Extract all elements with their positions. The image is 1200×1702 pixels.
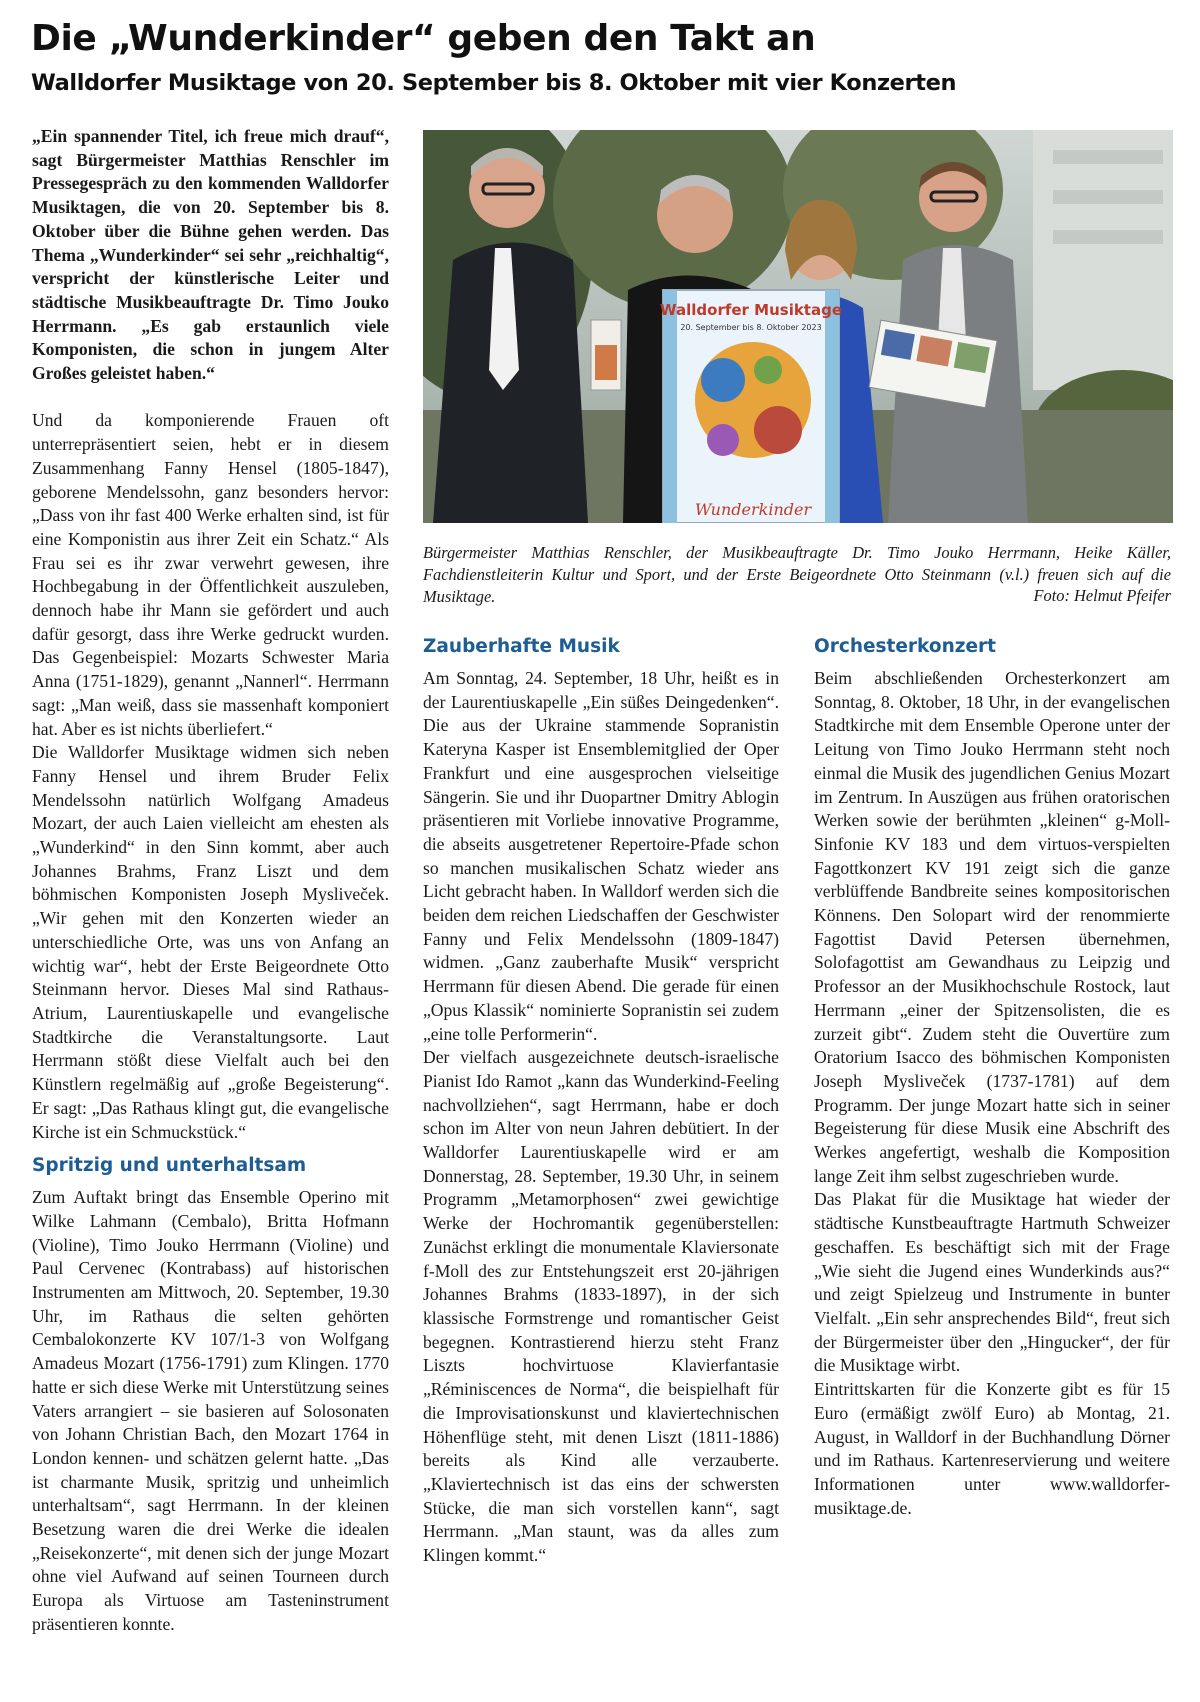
lead-paragraph: „Ein spannender Titel, ich freue mich drauf“, sagt Bürgermeister Matthias Renschler im Pressegespräch zu den kommenden Walldorfer Musiktagen, die von 20. September bis 8. Oktober über die Bühne gehen werden. Das Thema „Wunderkinder“ sei sehr „reichhaltig“, verspricht der künstlerische Leiter und städtische Musikbeauftragte Dr. Timo Jouko Herrmann. „Es gab erstaunlich viele Komponisten, die schon in jungem Alter Großes geleistet haben.“: [32, 126, 389, 384]
poster-dates: 20. September bis 8. Oktober 2023: [680, 323, 822, 332]
column-2: [423, 625, 779, 1568]
paragraph: Die Walldorfer Musiktage widmen sich neben Fanny Hensel und ihrem Bruder Felix Mendelssohn natürlich Wolfgang Amadeus Mozart, der auch Laien vielleicht am ehesten als „Wunderkind“ in den Sinn kommt, aber auch Johannes Brahms, Franz Liszt und dem böhmischen Komponisten Joseph Mysliveček. „Wir gehen mit den Konzerten wieder an unterschiedliche Orte, was uns von Anfang an wichtig war“, hebt der Erste Beigeordnete Otto Steinmann hervor. Dieses Mal sind Rathaus-Atrium, Laurentiuskapelle und evangelische Stadtkirche die Veranstaltungsorte. Laut Herrmann stößt diese Vielfalt auch bei den Künstlern regelmäßig auf „große Begeisterung“. Er sagt: „Das Rathaus klingt gut, die evangelische Kirche ist ein Schmuckstück.“: [32, 742, 389, 1142]
paragraph: Eintrittskarten für die Konzerte gibt es für 15 Euro (ermäßigt zwölf Euro) ab Montag, 21. August, in Walldorf in der Buchhandlung Dörner und im Rathaus. Kartenreservierung und weitere Informationen unter www.walldorfer-musiktage.de.: [814, 1379, 1170, 1518]
photo-caption: Bürgermeister Matthias Renschler, der Musikbeauftragte Dr. Timo Jouko Herrmann, Heike Käller, Fachdienstleiterin Kultur und Sport, und der Erste Beigeordnete Otto Steinmann (v.l.) freuen sich auf die Musiktage.: [423, 543, 1171, 607]
paragraph: Und da komponierende Frauen oft unterrepräsentiert seien, hebt er in diesem Zusammenhang Fanny Hensel (1805-1847), geborene Mendelssohn, ganz besonders hervor: „Dass von ihr fast 400 Werke erhalten sind, ist für eine Komponistin aus ihrer Zeit ein Schatz.“ Als Frau sei es ihr zwar verwehrt gewesen, ihre Hochbegabung in der Öffentlichkeit auszuleben, dennoch habe ihr Mann sie gefördert und auch dafür gesorgt, dass ihre Werke gedruckt wurden. Das Gegenbeispiel: Mozarts Schwester Maria Anna (1751-1829), genannt „Nannerl“. Herrmann sagt: „Man weiß, dass sie massenhaft komponiert hat. Aber es ist nichts überliefert.“: [32, 410, 389, 739]
section-heading: Orchesterkonzert: [814, 636, 997, 657]
paragraph: Das Plakat für die Musiktage hat wieder der städtische Kunstbeauftragte Hartmuth Schweizer geschaffen. Es beschäftigt sich mit der Frage „Wie sieht die Jugend eines Wunderkinds aus?“ und zeigt Spielzeug und Instrumente in bunter Vielfalt. „Ein sehr ansprechendes Bild“, freut sich der Bürgermeister über den „Hingucker“, der für die Musiktage wirbt.: [814, 1189, 1170, 1376]
subheadline: Walldorfer Musiktage von 20. September bis 8. Oktober mit vier Konzerten: [31, 70, 957, 96]
paragraph: Beim abschließenden Orchesterkonzert am Sonntag, 8. Oktober, 18 Uhr, in der evangelischen Stadtkirche mit dem Ensemble Operone unter der Leitung von Timo Jouko Herrmann steht noch einmal die Musik des jugendlichen Genius Mozart im Zentrum. In Auszügen aus frühen oratorischen Werken sowie der berühmten „kleinen“ g-Moll-Sinfonie KV 183 und dem virtuos-verspielten Fagottkonzert KV 191 zeigt sich die ganze verblüffende Bandbreite seines kompositorischen Könnens. Den Solopart wird der renommierte Fagottist David Petersen übernehmen, Solofagottist am Gewandhaus zu Leipzig und Professor an der Musikhochschule Rostock, laut Herrmann „einer der Spitzensolisten, die es zurzeit gibt“. Zudem steht die Ouvertüre zum Oratorium Isacco des böhmischen Komponisten Joseph Mysliveček (1737-1781) auf dem Programm. Der junge Mozart hatte sich in seiner Begeisterung für diese Musik eine Abschrift des Werkes angefertigt, weshalb die Komposition lange Zeit ihm selbst zugeschrieben wurde.: [814, 668, 1170, 1186]
poster-bottom: Wunderkinder: [694, 500, 812, 519]
section-heading: Spritzig und unterhaltsam: [32, 1155, 307, 1177]
article-photo: [423, 130, 1173, 523]
headline: Die „Wunderkinder“ geben den Takt an: [31, 18, 816, 59]
paragraph: Der vielfach ausgezeichnete deutsch-israelische Pianist Ido Ramot „kann das Wunderkind-Feeling nachvollziehen“, sagt Herrmann, habe er doch schon im Alter von neun Jahren debütiert. In der Walldorfer Laurentiuskapelle wird er am Donnerstag, 28. September, 19.30 Uhr, in seinem Programm „Metamorphosen“ zwei gewichtige Werke der Hochromantik gegenüberstellen: Zunächst erklingt die monumentale Klaviersonate f-Moll des zur Entstehungszeit erst 20-jährigen Johannes Brahms (1833-1897), in der sich klassische Formstrenge und romantischer Geist begegnen. Kontrastierend hierzu steht Franz Liszts hochvirtuose Klavierfantasie „Réminiscences de Norma“, die beispielhaft für die Improvisationskunst und klaviertechnischen Höhenflüge steht, mit denen Liszt (1811-1886) bereits als Kind alle verzauberte. „Klaviertechnisch ist das eins der schwersten Stücke, die man sich vorstellen kann“, sagt Herrmann. „Man staunt, was da alles zum Klingen kommt.“: [423, 1047, 779, 1566]
paragraph: Am Sonntag, 24. September, 18 Uhr, heißt es in der Laurentiuskapelle „Ein süßes Deingedenken“. Die aus der Ukraine stammende Sopranistin Kateryna Kasper ist Ensemblemitglied der Oper Frankfurt und eine ausgesprochen vielseitige Sängerin. Sie und ihr Duopartner Dmitry Ablogin präsentieren mit Vorliebe innovative Programme, die abseits ausgetretener Repertoire-Pfade schon so manchen musikalischen Schatz wieder ans Licht gebracht haben. In Walldorf werden sich die beiden dem reichen Liedschaffen der Geschwister Fanny und Felix Mendelssohn (1809-1847) widmen. „Ganz zauberhafte Musik“ verspricht Herrmann für diesen Abend. Die gerade für einen „Opus Klassik“ nominierte Sopranistin sei zudem „eine tolle Performerin“.: [423, 668, 779, 1044]
column-3: [814, 625, 1170, 1520]
column-1: [32, 125, 389, 1637]
section-heading: Zauberhafte Musik: [423, 636, 620, 657]
poster-title: Walldorfer Musiktage: [659, 301, 843, 319]
photo-credit: Foto: Helmut Pfeifer: [1033, 586, 1171, 606]
paragraph: Zum Auftakt bringt das Ensemble Operino mit Wilke Lahmann (Cembalo), Britta Hofmann (Violine), Timo Jouko Herrmann (Violine) und Paul Cervenec (Kontrabass) auf historischen Instrumenten am Mittwoch, 20. September, 19.30 Uhr, im Rathaus die selten gehörten Cembalokonzerte KV 107/1-3 von Wolfgang Amadeus Mozart (1756-1791) zum Klingen. 1770 hatte er sich diese Werke mit Unterstützung seines Vaters arrangiert – sie basieren auf Solosonaten von Johann Christian Bach, den Mozart 1764 in London kennen- und schätzen gelernt hatte. „Das ist charmante Musik, spritzig und unheimlich unterhaltsam“, sagt Herrmann. In der kleinen Besetzung waren die drei Werke die idealen „Reisekonzerte“, mit denen sich der junge Mozart ohne viel Aufwand auf seinen Tourneen durch Europa als Virtuose am Tasteninstrument präsentieren konnte.: [32, 1187, 389, 1634]
